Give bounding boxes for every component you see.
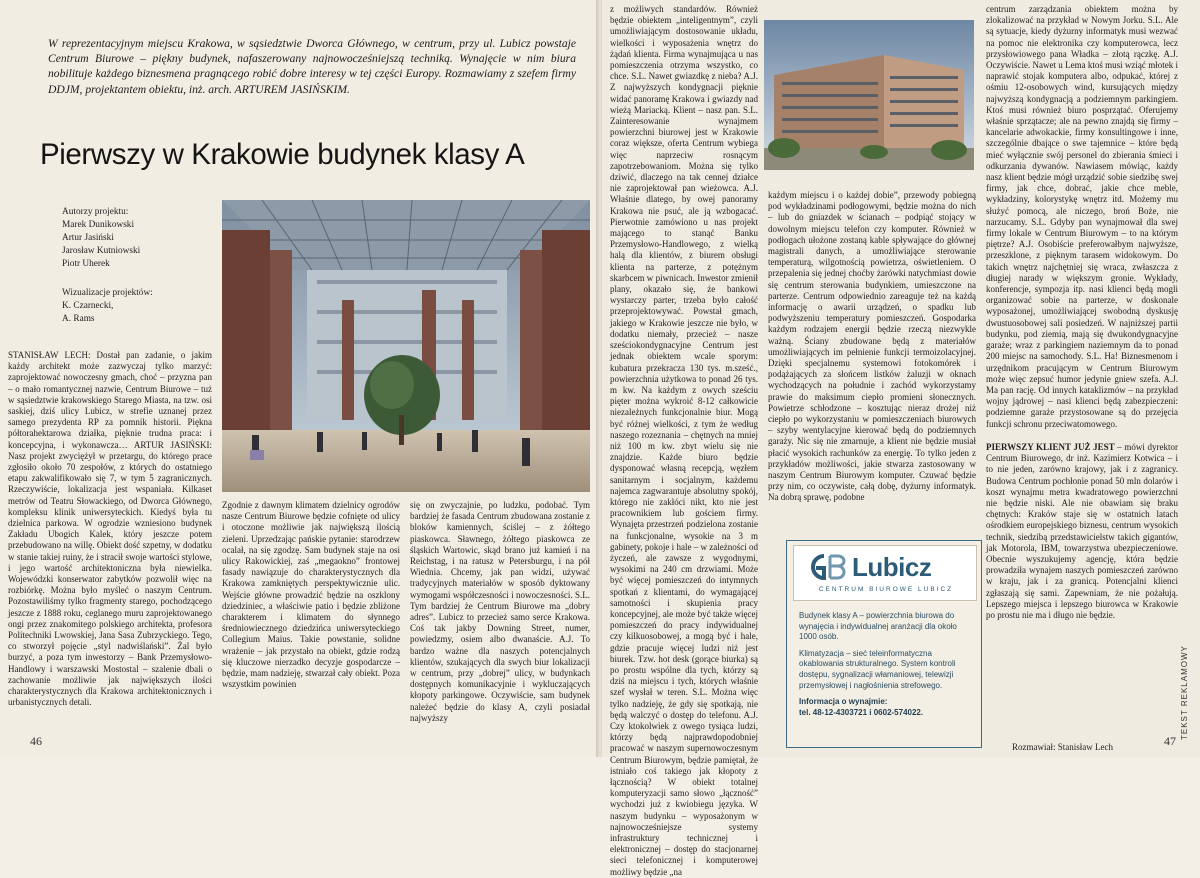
advert-paragraph: Budynek klasy A – powierzchnia biurowa do wynajęcia i indywidualnej aranżacji dla około 1000 osób. bbox=[799, 611, 957, 642]
left-page bbox=[0, 0, 598, 757]
lubicz-logo bbox=[793, 545, 977, 601]
first-client-text: – mówi dyrektor Centrum Biurowego, dr inż. Kazimierz Kotwica – i to nie jeden, zarówno krajowy, jak i z zagranicy. Budowa Centrum pochłonie ponad 50 mln dolarów i koszt wynajmu metra kwadratowego powierzchni nie będzie niski. Ale nie obawiam się braku chętnych: Kraków staje się w ostatnich latach ośrodkiem europejskiego biznesu, centrum wysokich technik, siedzibą przedstawicielstw takich gigantów, jak Motorola, IBM, towarzystwa ubezpieczeniowe. Obecnie wyszukujemy agencję, która będzie prowadziła wynajem naszych pomieszczeń zarówno w kraju, jak i za granicą. Potencjalni klienci zgłaszają się sami. Zapewniam, że nie pożałują. Lepszego miejsca i lepszego biurowca w Krakowie po prostu nie ma i długo nie będzie. bbox=[986, 442, 1178, 621]
lubicz-logo-icon bbox=[804, 552, 848, 582]
text-column-3: się on zwyczajnie, po ludzku, podobać. Tym bardziej że fasada Centrum zbudowana zostanie z bloków kamiennych, ściślej – z żółtego piaskowca. Sławnego, żółtego piaskowca ze śląskich Wartowic, skąd brano już kamień i na Reichstag, i na ratusz w Petersburgu, i na pół Wiednia. Chcemy, jak pan widzi, używać tradycyjnych materiałów w sposób dyktowany wymogami współczesności i nowoczesności. S.L. Tym bardziej że Centrum Biurowe ma „dobry adres”. Lubicz to przecież samo serce Krakowa. Coś tak jakby Downing Street, numer, powiedzmy, osiem albo dwanaście. A.J. To bardzo ważne dla naszych potencjalnych klientów, szukających dla swych biur lokalizacji w centrum, przy „dobrej” ulicy, w budynkach dostępnych komunikacyjnie i wykluczających kłopoty parkingowe. Oczywiście, sam budynek należeć będzie do klasy A, czyli posiadał najwyższy bbox=[410, 500, 590, 723]
advert-phone: tel. 48-12-4303721 i 0602-574022. bbox=[799, 707, 924, 717]
authors-heading: Autorzy projektu: bbox=[62, 207, 129, 217]
text-column-1: STANISŁAW LECH: Dostał pan zadanie, o jakim każdy architekt może zazwyczaj tylko marzyć: zaprojektować nowoczesny gmach, choć – przyzna pan – o mało romantycznej nazwie, Centrum Biurowe – tuż w sąsiedztwie krakowskiego Starego Miasta, na tzw. osi saskiej, dziś ulicy Lubicz, w strefie uznanej przez samego prezydenta RP za pomnik historii. Piękna półtorahektarowa działka, pięknie trudna praca: i koncepcyjna, i wykonawcza… ARTUR JASIŃSKI: Nasz projekt zwyciężył w przetargu, do którego prace zgłosiło około 70 zespołów, z których do ostatniego etapu zakwalifikowało się 7, w tym 5 zagranicznych. Rzeczywiście, lokalizacja jest wspaniała. Kilkaset metrów od Teatru Słowackiego, od Dworca Głównego, kompleksu klinik uniwersyteckich. Kiedyś była tu dzielnica parkowa. W ogrodzie wzniesiono budynek Zakładu Ubogich Kalek, który jeszcze potem przebudowano na willę. Obiekt dość szpetny, w dodatku w stanie takiej ruiny, że i stracił swoje wartości stylowe, i jego wartość architektoniczna była niewielka. Wojewódzki konserwator zabytków pozwolił więc na rozbiórkę. Można było myśleć o naszym Centrum. Pozostawiliśmy tylko fragmenty starego, pochodzącego jeszcze z 1888 roku, ceglanego muru zaprojektowanego ongi przez znakomitego polskiego architekta, profesora Politechniki Lwowskiej, Jana Sasa Zubrzyckiego. Tego, co stworzył pojęcie „styl nadwiślański”. Żal było burzyć, a poza tym inwestorzy – Bank Przemysłowo-Handlowy i warszawski Mostostal – szalenie dbali o zachowanie możliwie jak największych ilości charakterystycznych dla Krakowa architektonicznych i urbanistycznych detali. bbox=[8, 350, 212, 708]
article-headline: Pierwszy w Krakowie budynek klasy A bbox=[40, 138, 525, 171]
first-client-heading: PIERWSZY KLIENT JUŻ JEST bbox=[986, 442, 1115, 452]
right-page bbox=[602, 0, 1200, 877]
byline: Rozmawiał: Stanisław Lech bbox=[1012, 742, 1113, 752]
page-number-left: 46 bbox=[30, 734, 42, 748]
author-name: Marek Dunikowski bbox=[62, 220, 135, 230]
project-credits bbox=[62, 206, 212, 326]
text-column-6: centrum zarządzania obiektem można by zlokalizować na przykład w Nowym Jorku. S.L. Ale są sytuacje, kiedy dyżurny informatyk musi wezwać na pomoc nie elektronika czy komputerowca, lecz przysłowiowego pana Władka – złotą rączkę. A.J. Oczywiście. Nawet u Lema ktoś musi wziąć młotek i naprawić stojak komputera albo, odpukać, której z ośmiu 12-osobowych wind, kursujących między najwyższą kondygnacją a podziemnym parkingiem. Ktoś musi również biuro posprzątać. Oferujemy właśnie sprzątacze; ale na pewno znajdą się firmy – kancelarie adwokackie, firmy konsultingowe i inne, szczególnie dbające o swe tajemnice – które będą mieć wyłącznie swój personel do zbierania śmieci i odkurzania dywanów. Nawiasem mówiąc, każdy nasz klient będzie mógł urządzić sobie siedzibę swej firmy, jak chce, dobrać, jakie chce meble, wykładziny, kolorystykę wnętrz itd. Możemy mu służyć pomocą, ale niczego, broń Boże, nie narzucamy. S.L. Gdyby pan wynajmował dla swej firmy lokale w Centrum Biurowym – to na którym piętrze? A.J. Osobiście preferowałbym najwyższe, przeszklone, z pięknym tarasem widokowym. Do takich wnętrz najchętniej się wraca, zwłaszcza z długiej narady w większym gronie. Wykłady, konferencje, sympozja itp. nasi klienci będą mogli organizować sobie na parterze, w doskonale wyposażonej, umożliwiającej swobodną dyskusję dwustuosobowej sali posiedzeń. W najniższej partii budynku, pod ziemią, mają się dwukondygnacyjne garaże; wraz z parkingiem naziemnym da to ponad 200 miejsc na samochody. S.L. Ha! Biznesmenom i urzędnikom pracującym w Centrum Biurowym może więc zepsuć humor jedynie gniew szefa. A.J. Ma pan rację. Od innych kataklizmów – na przykład wojny jądrowej – nasi klienci będą zabezpieczeni: podziemne garaże przystosowane są do przejęcia funkcji schronu przeciwatomowego. bbox=[986, 4, 1178, 429]
author-name: Piotr Uherek bbox=[62, 259, 110, 269]
viz-heading: Wizualizacje projektów: bbox=[62, 288, 153, 298]
page-number-right: 47 bbox=[1164, 734, 1176, 748]
advertorial-tag: TEKST REKLAMOWY bbox=[1180, 645, 1189, 740]
advert-paragraph: Klimatyzacja – sieć teleinformatyczna okablowania strukturalnego. System kontroli dostępu, sygnalizacji włamaniowej, telewizji przemysłowej i nagłośnienia strefowego. bbox=[799, 648, 956, 690]
advert-info-heading: Informacja o wynajmie: bbox=[799, 697, 888, 707]
author-name: Artur Jasiński bbox=[62, 233, 114, 243]
advert-text bbox=[799, 611, 971, 718]
text-column-4: z możliwych standardów. Również będzie obiektem „inteligentnym”, czyli umożliwiającym dostosowanie układu, wielkości i wyposażenia wnętrz do żądań klienta. Firma wynajmująca u nas pomieszczenia otrzyma wszystko, co chce. S.L. Nawet gwiazdkę z nieba? A.J. Z najwyższych kondygnacji pięknie widać panoramę Krakowa i gwiazdy nad wieżą Mariacką. Klient – nasz pan. S.L. Zainteresowanie wynajmem powierzchni biurowej jest w Krakowie coraz większe, oferta Centrum wybiega więc naprzeciw rosnącym zapotrzebowaniom. Można się tylko dziwić, dlaczego na tak cennej działce nie zaprojektował pan wieżowca. A.J. Właśnie dlatego, by owej panoramy Krakowa nie psuć, ale ją wzbogacać. Pierwotnie zamówiono u nas projekt mającego to stanąć Banku Przemysłowo-Handlowego, z wielką halą dla klientów, z biurem obsługi klienta na parterze, z potężnym skarbcem w piwnicach. Inwestor zmienił plany, okazało się, że bankowi wystarczy parter, trzeba było całość przeprojektowywać. Powstał gmach, jakiego w Krakowie jeszcze nie było, w dodatku niemały, przecież – nasze sześciokondygnacyjne Centrum jest jednak obiektem wcale sporym: kubatura przekracza 130 tys. m.sześć., powierzchnia użytkowa to ponad 26 tys. m kw. Na każdym z owych sześciu pięter można wykroić 8-12 całkowicie niezależnych funkcjonalnie biur. Mogą być różnej wielkości, z tym że według naszego rozeznania – chętnych na mniej niż 100 m kw. zbyt wielu się nie znajdzie. Każde biuro będzie dysponować własną recepcją, węzłem sanitarnym i socjalnym, każdemu najemca zagwarantuje absolutny spokój, którego nie zakłóci nikt, kto nie jest pracownikiem lub gościem firmy. Wynajęta przestrzeń podzielona zostanie na funkcjonalne, wysokie na 3 m gabinety, pokoje i hale – w zależności od życzeń, ale zawsze z wygodnymi, wysokimi na 240 cm drzwiami. Może być więcej pomieszczeń do intymnych spotkań z klientami, do wymagającej samotności i skupienia pracy koncepcyjnej, ale może być także więcej pomieszczeń do pracy indywidualnej czy kilkuosobowej, a mogą być i hale, gdzie pracuje więcej ludzi niż jest biurek. Tzw. hot desk (gorące biurka) są po prostu wspólne dla tych, którzy są dziś na miejscu i tych, których właśnie szef wysłał w teren. S.L. Można więc tylko nadzieję, że gdy się spotkają, nie będą walczyć o dostęp do telefonu. A.J. Czy ktokolwiek z owego tysiąca ludzi, którzy będą najprawdopodobniej pracować w naszym supernowoczesnym Centrum Biurowym, będzie pamiętał, że istniało coś takiego jak kłopoty z łącznością? W obiekt totalnej komputeryzacji samo słowo „łączność” wychodzi już z kwiobiegu języka. W naszym budynku – wyposażonym w najnowocześniejsze systemy infrastruktury technicznej i elektronicznej – dostęp do stacjonarnej sieci telefonicznej i komputerowej możliwy będzie „na bbox=[610, 4, 758, 877]
building-photo bbox=[764, 20, 974, 170]
text-column-2: Zgodnie z dawnym klimatem dzielnicy ogrodów nasze Centrum Biurowe będzie cofnięte od ulicy i otoczone możliwie jak największą ilością zieleni. Uprzedzając pańskie pytanie: starodrzew ocalał, na się zgodzę. Sam budynek staje na osi ulicy Rakowickiej, zaś „megaokno” frontowej fasady nawiązuje do charakterystycznych dla Krakowa zamkniętych perspektywicznie ulic. Wejście główne prowadzić będzie na oszklony dziedziniec, a właściwie patio i będzie zbliżone charakterem i klimatem do słynnego średniowiecznego dziedzińca uniwersyteckiego Collegium Maius. Takie powstanie, solidne wrażenie – jak przystało na obiekt, gdzie rodzą się kluczowe nierzadko decyzje gospodarcze – będzie, mam nadzieję, stwarzał cały obiekt. Poza wszystkim powinien bbox=[222, 500, 400, 690]
logo-wordmark: Lubicz bbox=[852, 552, 932, 582]
text-column-6b bbox=[986, 442, 1178, 738]
viz-name: K. Czarnecki, bbox=[62, 301, 114, 311]
text-column-5: każdym miejscu i o każdej dobie”, przewody pobiegną pod wykładzinami podłogowymi, będzie można do nich – lub do gniazdek w ścianach – podpiąć stojący w dowolnym miejscu telefon czy komputer. Również w podłogach ułożone zostaną kable spływające do głównej magistrali danych, a umożliwiające sterowanie temperaturą, wilgotnością powietrza, oświetleniem. O przepalenia się jednej choćby żarówki natychmiast dowie się centrum sterowania budynkiem, umieszczone na parterze. Centrum odpowiednio zareaguje też na każdą informację o awarii urządzeń, o spadku lub podwyższeniu temperatury pomieszczeń. Gospodarka każdym rodzajem energii będzie rzeczą niezwykle ważną. Ściany zbudowane będą z materiałów umożliwiających im pełnienie funkcji termoizolacyjnej. Dzięki specjalnemu systemowi fotokomórek i podążających za słońcem listków żaluzji w oknach wychodzących na południe i zachód wykorzystamy prawie do maksimum ciepło promieni słonecznych. Powietrze schłodzone – kosztując nieraz drożej niż ciepło po wykorzystaniu w pomieszczeniach biurowych – szyby wentylacyjne kierować będą do podziemnych garaży. Nic się nie zmarnuje, a klient nie będzie musiał płacić wysokich rachunków za energię. To tylko jeden z przykładów możliwości, jakie stwarza zastosowany w naszym Centrum Biurowym komputer. Czuwać będzie przy nim, co oczywiste, całą dobę, dyżurny informatyk. Na dobrą sprawę, podobne bbox=[768, 190, 976, 503]
author-name: Jarosław Kutniowski bbox=[62, 246, 141, 256]
lead-paragraph: W reprezentacyjnym miejscu Krakowa, w sąsiedztwie Dworca Głównego, w centrum, przy ul. Lubicz powstaje Centrum Biurowe – piękny budynek, nafaszerowany najnowocześniejszą techniką. Wynajęcie w nim biura nobilituje każdego biznesmena pragnącego robić dobre interesy w tej części Europy. Rozmawiamy z szefem firmy DDJM, projektantem obiektu, inż. arch. ARTUREM JASIŃSKIM. bbox=[48, 37, 576, 96]
lubicz-advert bbox=[786, 540, 982, 748]
logo-subtitle: CENTRUM BIUROWE LUBICZ bbox=[818, 586, 954, 593]
viz-name: A. Rams bbox=[62, 314, 95, 324]
atrium-photo bbox=[222, 200, 590, 492]
